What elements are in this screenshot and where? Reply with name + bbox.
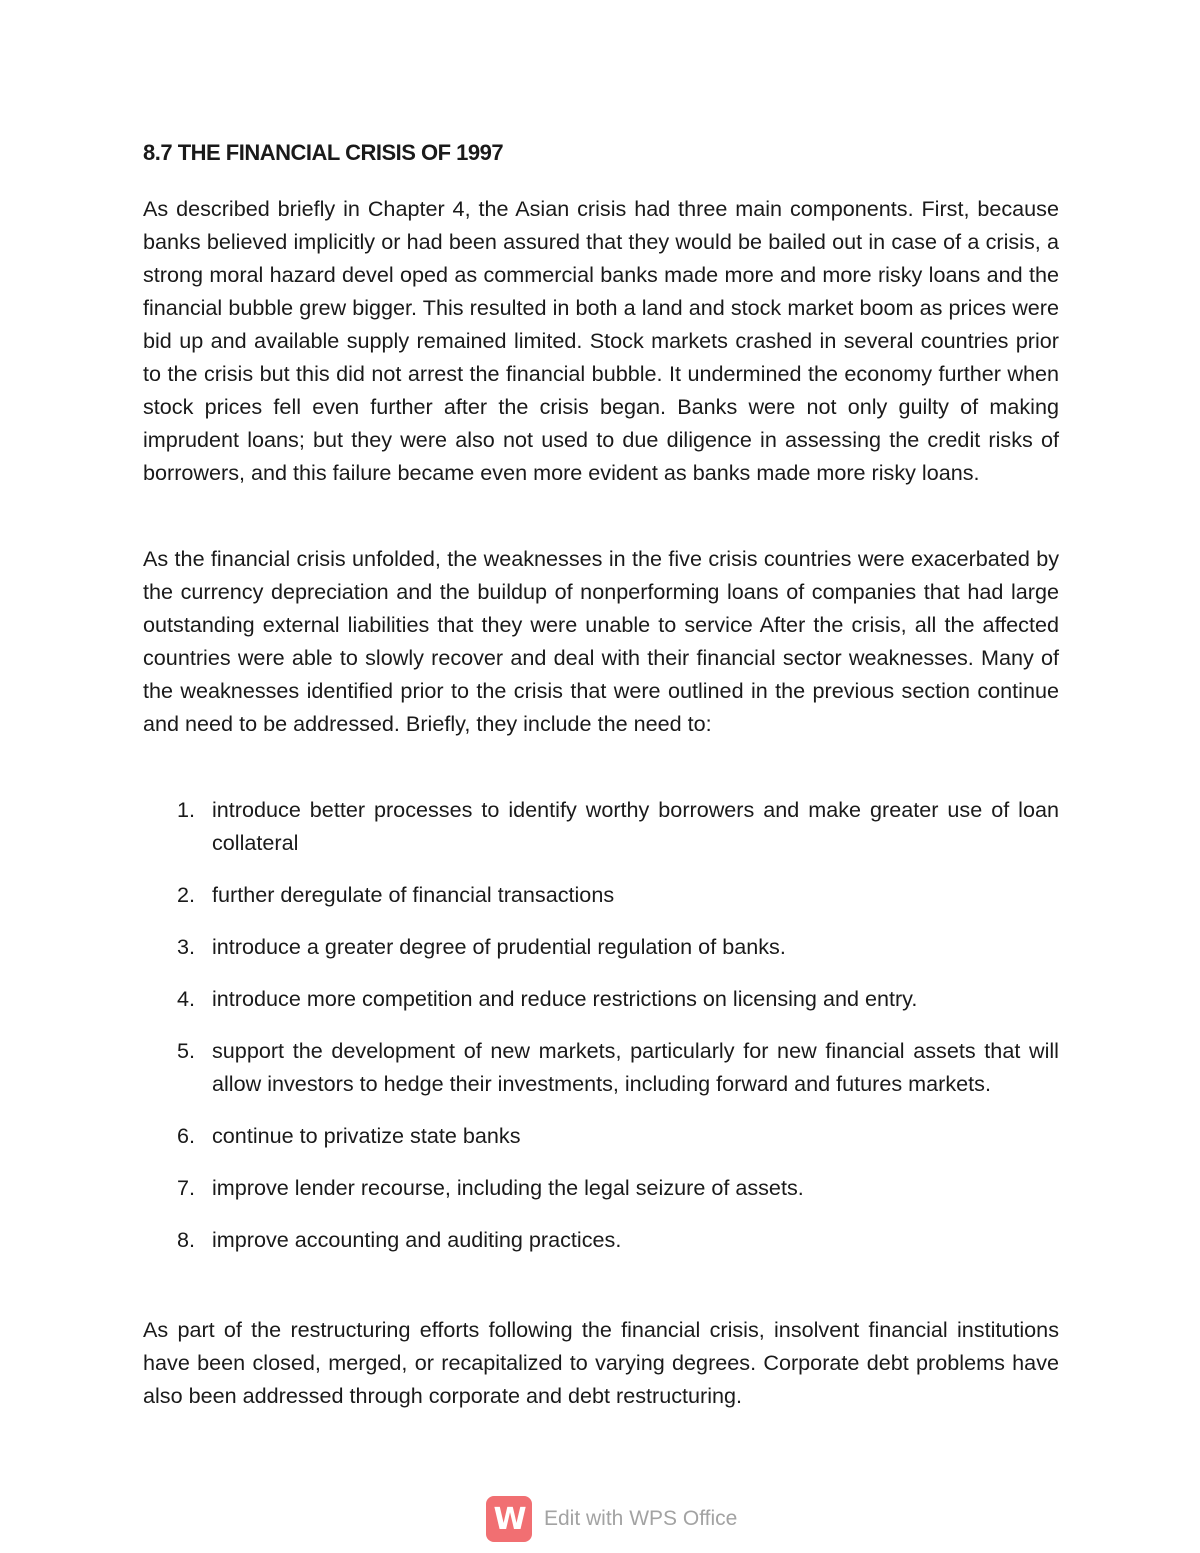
list-item-text: introduce a greater degree of prudential regulation of banks. [212,934,786,959]
list-item-text: continue to privatize state banks [212,1123,521,1148]
list-item [143,982,1059,1015]
list-item-text: improve accounting and auditing practices. [212,1227,622,1252]
section-heading: 8.7 THE FINANCIAL CRISIS OF 1997 [143,140,504,165]
list-item-text: introduce more competition and reduce restrictions on licensing and entry. [212,986,918,1011]
needs-list [143,793,1059,1275]
list-item-number: 4. [177,986,196,1011]
list-item [143,878,1059,911]
list-item [143,793,1059,859]
list-item-number: 5. [177,1038,196,1063]
list-item-text: improve lender recourse, including the legal seizure of assets. [212,1175,804,1200]
list-item [143,1034,1059,1100]
paragraph-3: As part of the restructuring efforts following the financial crisis, insolvent financial institutions have been closed, merged, or recapitalized to varying degrees. Corporate debt problems have also been addressed through corporate and debt restructuring. [143,1317,1059,1408]
list-item-number: 6. [177,1123,196,1148]
list-item [143,1119,1059,1152]
list-item [143,1223,1059,1256]
list-item-number: 1. [177,797,196,822]
paragraph-1: As described briefly in Chapter 4, the Asian crisis had three main components. First, because banks believed implicitly or had been assured that they would be bailed out in case of a crisis, a strong moral hazard devel oped as commercial banks made more and more risky loans and the financial bubble grew bigger. This resulted in both a land and stock market boom as prices were bid up and available supply remained limited. Stock markets crashed in several countries prior to the crisis but this did not arrest the financial bubble. It undermined the economy further when stock prices fell even further after the crisis began. Banks were not only guilty of making imprudent loans; but they were also not used to due diligence in assessing the credit risks of borrowers, and this failure became even more evident as banks made more risky loans. [143,196,1059,485]
wps-watermark-text: Edit with WPS Office [544,1507,738,1530]
list-item-text: further deregulate of financial transactions [212,882,615,907]
list-item-text: introduce better processes to identify worthy borrowers and make greater use of loan collateral [212,797,1059,855]
wps-watermark[interactable] [486,1496,737,1542]
list-item [143,930,1059,963]
list-item [143,1171,1059,1204]
list-item-number: 3. [177,934,196,959]
wps-logo-icon: W [486,1496,532,1542]
list-item-number: 2. [177,882,196,907]
list-item-number: 8. [177,1227,196,1252]
paragraph-2: As the financial crisis unfolded, the weaknesses in the five crisis countries were exacerbated by the currency depreciation and the buildup of nonperforming loans of companies that had large outstanding external liabilities that they were unable to service After the crisis, all the affected countries were able to slowly recover and deal with their financial sector weaknesses. Many of the weaknesses identified prior to the crisis that were outlined in the previous section continue and need to be addressed. Briefly, they include the need to: [143,546,1059,736]
list-item-text: support the development of new markets, particularly for new financial assets that will allow investors to hedge their investments, including forward and futures markets. [212,1038,1059,1096]
list-item-number: 7. [177,1175,196,1200]
